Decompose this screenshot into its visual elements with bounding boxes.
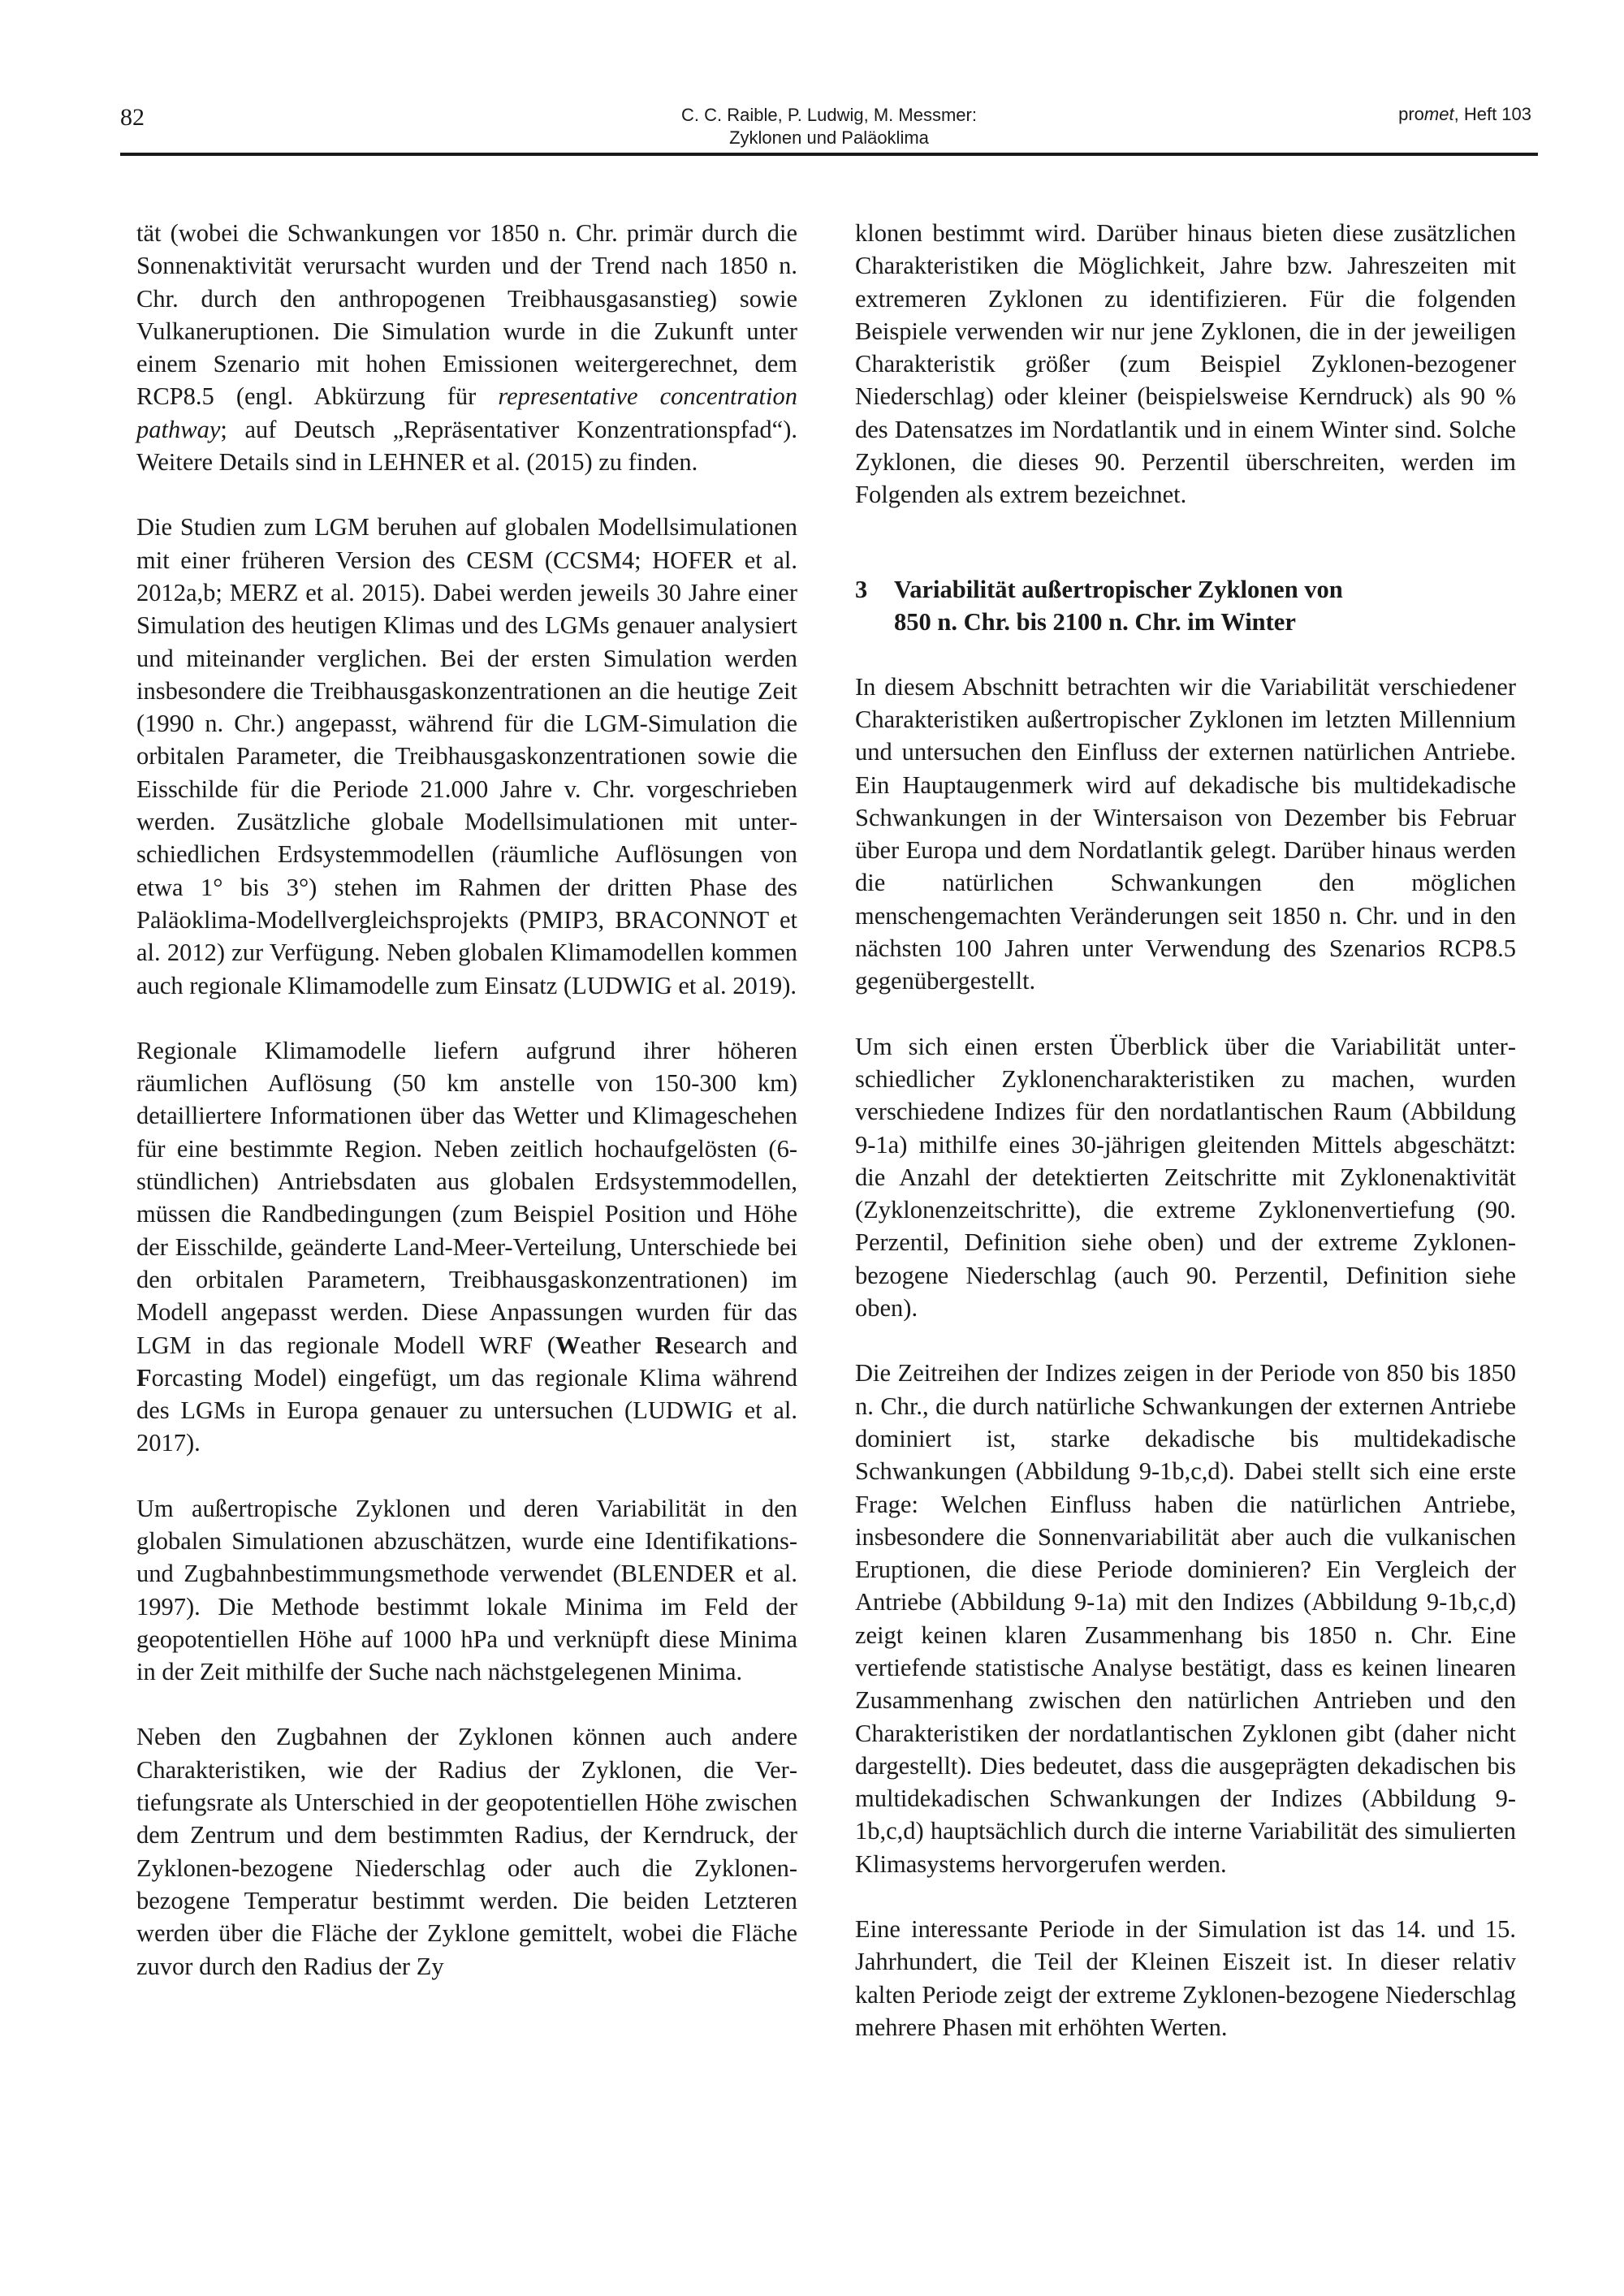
paragraph: Die Zeitreihen der Indizes zeigen in der Periode von 850 bis 1850 n. Chr., die durch natürliche Schwankungen der externen Antriebe dominiert ist, starke dekadische bis multidekadische Schwankungen (Abbildung 9-1b,c,d). Dabei stellt sich eine erste Frage: Welchen Einfluss haben die natürlichen Antriebe, insbesondere die Sonnenvariabilität aber auch die vulkanischen Eruptionen, die diese Periode dominieren? Ein Vergleich der Antriebe (Abbildung 9-1a) mit den Indizes (Abbildung 9-1b,c,d) zeigt keinen klaren Zusammenhang bis 1850 n. Chr. Eine vertiefende statistische Analyse bestätigt, dass es keinen linearen Zusammenhang zwischen den natürlichen Antrieben und den Charakteristiken der nordatlantischen Zyklonen gibt (daher nicht dargestellt). Dies bedeutet, dass die ausgeprägten dekadischen bis multidekadischen Schwankungen der Indizes (Abbildung 9-1b,c,d) hauptsächlich durch die interne Variabilität des simulierten Klimasystems hervorgerufen werden. bbox=[855, 1359, 1516, 1878]
text-run: orcasting Model) eingefügt, um das regionale Klima während des LGMs in Europa genauer zu untersuchen (LUDWIG et al. 2017). bbox=[136, 1363, 797, 1457]
paragraph: Eine interessante Periode in der Simulation ist das 14. und 15. Jahrhundert, die Teil der Kleinen Eiszeit ist. In dieser relativ kalten Periode zeigt der extreme Zyklonen-bezogene Niederschlag mehrere Phasen mit erhöhten Werten. bbox=[855, 1915, 1516, 2041]
section-number: 3 bbox=[855, 575, 868, 603]
paragraph bbox=[136, 217, 797, 478]
bold-initial: W bbox=[555, 1331, 581, 1359]
text-run: ; auf Deutsch „Repräsentativer Konzentrationspfad“). Weitere Details sind in LEHNER et al. (2015) zu finden. bbox=[136, 415, 797, 477]
right-column bbox=[855, 217, 1516, 2076]
header-subtitle: Zyklonen und Paläoklima bbox=[729, 127, 929, 148]
paragraph: Um sich einen ersten Überblick über die Variabilität unterschiedlicher Zyklonencharakteristiken zu machen, wurden verschiedene Indizes für den nordatlantischen Raum (Abbildung 9-1a) mithilfe eines 30-jährigen gleitenden Mittels abgeschätzt: die Anzahl der detektierten Zeitschritte mit Zyklonenaktivität (Zyklonenzeitschritte), die extreme Zyklonenvertiefung (90. Perzentil, Definition siehe oben) und der extreme Zyklonen-bezogene Niederschlag (auch 90. Perzentil, Definition siehe oben). bbox=[855, 1032, 1516, 1323]
paragraph bbox=[136, 1034, 797, 1460]
paragraph: Neben den Zugbahnen der Zyklonen können auch andere Charakteristiken, wie der Radius der Zyklonen, die Vertiefungsrate als Unterschied in der geopotentiellen Höhe zwischen dem Zentrum und dem bestimmten Radius, der Kerndruck, der Zyklonen-bezogene Niederschlag oder auch die Zyklonen-bezogene Temperatur bestimmt werden. Die beiden Letzteren werden über die Fläche der Zyklone gemittelt, wobei die Fläche zuvor durch den Radius der Zy bbox=[136, 1723, 797, 1980]
left-column bbox=[136, 217, 797, 2015]
text-run: tät (wobei die Schwankungen vor 1850 n. Chr. primär durch die Sonnenaktivität verursacht wurden und der Trend nach 1850 n. Chr. durch den anthropogenen Treibhausgasanstieg) sowie Vulkaneruptionen. Die Simulation wurde in die Zukunft unter einem Szenario mit hohen Emissionen weitergerechnet, dem RCP8.5 (engl. Abkürzung für bbox=[136, 219, 797, 411]
paragraph: Um außertropische Zyklonen und deren Variabilität in den globalen Simulationen abzuschätzen, wurde eine Identifikations- und Zugbahnbestimmungsmethode verwendet (BLENDER et al. 1997). Die Methode bestimmt lokale Minima im Feld der geopotentiellen Höhe auf 1000 hPa und verknüpft diese Minima in der Zeit mithilfe der Suche nach nächstgelegenen Minima. bbox=[136, 1494, 797, 1686]
journal-issue bbox=[1398, 104, 1531, 125]
text-run: Regionale Klimamodelle liefern aufgrund ihrer höheren räumlichen Auflösung (50 km anstelle von 150-300 km) detailliertere Informationen über das Wetter und Klimageschehen für eine bestimmte Region. Neben zeitlich hochaufgelösten (6-stündlichen) Antriebsdaten aus globalen Erdsystemmodellen, müssen die Randbedingungen (zum Beispiel Position und Höhe der Eisschilde, geänderte Land-Meer-Verteilung, Unterschiede bei den orbitalen Parametern, Treibhausgaskonzentrationen) im Modell angepasst werden. Diese Anpassungen wurden für das LGM in das regionale Modell WRF ( bbox=[136, 1036, 797, 1359]
bold-initial: F bbox=[136, 1363, 152, 1392]
section-title-line: Variabilität außertropischer Zyklonen von bbox=[894, 575, 1343, 603]
page-number: 82 bbox=[120, 104, 145, 131]
section-title bbox=[894, 573, 1516, 638]
section-heading bbox=[855, 573, 1516, 638]
journal-name-pre: pro bbox=[1398, 104, 1424, 124]
journal-issue-number: , Heft 103 bbox=[1453, 104, 1531, 124]
header-authors: C. C. Raible, P. Ludwig, M. Messmer: bbox=[681, 105, 977, 125]
header-rule bbox=[120, 153, 1538, 156]
journal-name-italic: met bbox=[1423, 104, 1454, 124]
bold-initial: R bbox=[654, 1331, 673, 1359]
text-run: esearch and bbox=[672, 1331, 798, 1359]
paragraph: klonen bestimmt wird. Darüber hinaus bieten diese zusätzlichen Charakteristiken die Möglichkeit, Jahre bzw. Jahreszeiten mit extremeren Zyklonen zu identifizieren. Für die folgenden Beispiele verwenden wir nur jene Zyklonen, die in der jeweiligen Charakteristik größer (zum Beispiel Zyklonen-bezogener Niederschlag) oder kleiner (beispielsweise Kerndruck) als 90 % des Datensatzes im Nordatlantik und in einem Winter sind. Solche Zyklonen, die dieses 90. Perzentil überschreiten, werden im Folgenden als extrem bezeichnet. bbox=[855, 219, 1516, 509]
header-authors-title bbox=[120, 104, 1538, 149]
italic-term: representative concentration pathway bbox=[136, 382, 797, 443]
text-run: eather bbox=[580, 1331, 655, 1359]
paragraph: Die Studien zum LGM beruhen auf globalen Modellsimulationen mit einer früheren Version des CESM (CCSM4; HOFER et al. 2012a,b; MERZ et al. 2015). Dabei werden jeweils 30 Jahre einer Simulation des heutigen Klimas und des LGMs genauer analysiert und miteinander verglichen. Bei der ersten Simulation werden insbesondere die Treibhausgaskonzentrationen an die heutige Zeit (1990 n. Chr.) angepasst, während für die LGM-Simulation die orbitalen Parameter, die Treibhausgaskonzentrationen sowie die Eisschilde für die Periode 21.000 Jahre v. Chr. vorgeschrieben werden. Zusätzliche globale Modellsimulationen mit unterschiedlichen Erdsystemmodellen (räumliche Auflösungen von etwa 1° bis 3°) stehen im Rahmen der dritten Phase des Paläoklima-Modellvergleichsprojekts (PMIP3, BRACONNOT et al. 2012) zur Verfügung. Neben globalen Klimamodellen kommen auch regionale Klimamodelle zum Einsatz (LUDWIG et al. 2019). bbox=[136, 513, 797, 999]
running-header bbox=[120, 99, 1538, 156]
paragraph: In diesem Abschnitt betrachten wir die Variabilität verschiedener Charakteristiken außertropischer Zyklonen im letzten Millennium und untersuchen den Einfluss der externen natürlichen Antriebe. Ein Hauptaugenmerk wird auf dekadische bis multidekadische Schwankungen in der Wintersaison von Dezember bis Februar über Europa und dem Nordatlantik gelegt. Darüber hinaus werden die natürlichen Schwankungen den möglichen menschengemachten Veränderungen seit 1850 n. Chr. und in den nächsten 100 Jahren unter Verwendung des Szenarios RCP8.5 gegenübergestellt. bbox=[855, 672, 1516, 995]
section-title-line: 850 n. Chr. bis 2100 n. Chr. im Winter bbox=[894, 607, 1296, 636]
